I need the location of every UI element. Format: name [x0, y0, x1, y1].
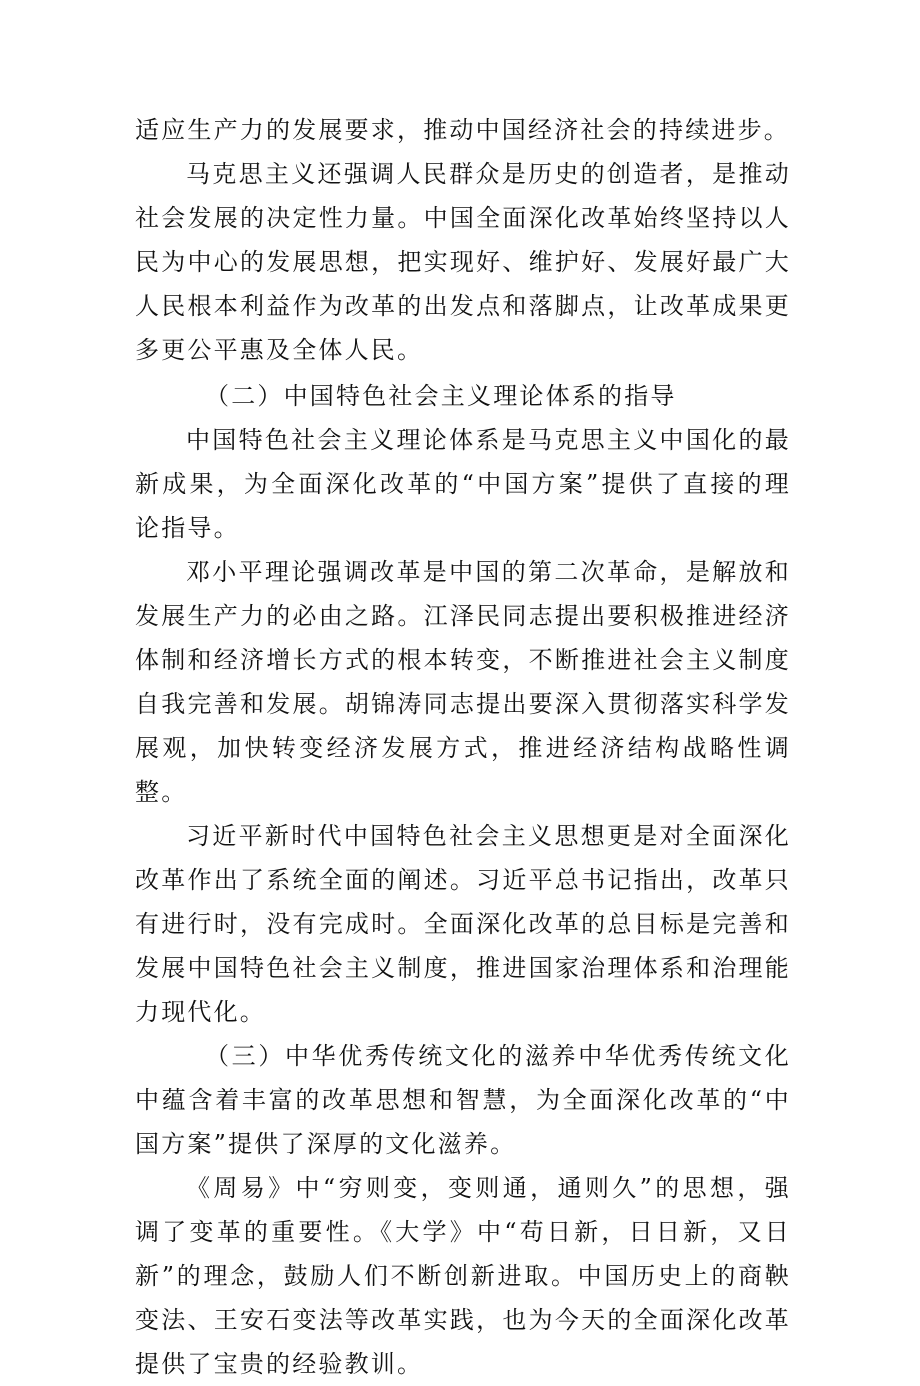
paragraph-xi-thought: 习近平新时代中国特色社会主义思想更是对全面深化改革作出了系统全面的阐述。习近平总书记指出，改革只有进行时，没有完成时。全面深化改革的总目标是完善和发展中国特色社会主义制度，推进国家治理体系和治理能力现代化。	[135, 822, 791, 1026]
paragraph-deng-jiang-hu: 邓小平理论强调改革是中国的第二次革命，是解放和发展生产力的必由之路。江泽民同志提出要积极推进经济体制和经济增长方式的根本转变，不断推进社会主义制度自我完善和发展。胡锦涛同志提出要深入贯彻落实科学发展观，加快转变经济发展方式，推进经济结构战略性调整。	[135, 558, 791, 806]
document-body	[135, 108, 791, 1386]
paragraph-continuation: 适应生产力的发展要求，推动中国经济社会的持续进步。	[135, 116, 790, 144]
paragraph-people-role: 马克思主义还强调人民群众是历史的创造者，是推动社会发展的决定性力量。中国全面深化改革始终坚持以人民为中心的发展思想，把实现好、维护好、发展好最广大人民根本利益作为改革的出发点和落脚点，让改革成果更多更公平惠及全体人民。	[135, 160, 791, 364]
paragraph-classics: 《周易》中“穷则变，变则通，通则久”的思想，强调了变革的重要性。《大学》中“苟日新，日日新，又日新”的理念，鼓励人们不断创新进取。中国历史上的商鞅变法、王安石变法等改革实践，也为今天的全面深化改革提供了宝贵的经验教训。	[135, 1174, 791, 1378]
section-heading-2: （二）中国特色社会主义理论体系的指导	[205, 382, 677, 410]
section-heading-3: （三）中华优秀传统文化的滋养中华优秀传统文化中蕴含着丰富的改革思想和智慧，为全面深化改革的“中国方案”提供了深厚的文化滋养。	[135, 1042, 791, 1158]
paragraph-theory-system: 中国特色社会主义理论体系是马克思主义中国化的最新成果，为全面深化改革的“中国方案”提供了直接的理论指导。	[135, 426, 791, 542]
